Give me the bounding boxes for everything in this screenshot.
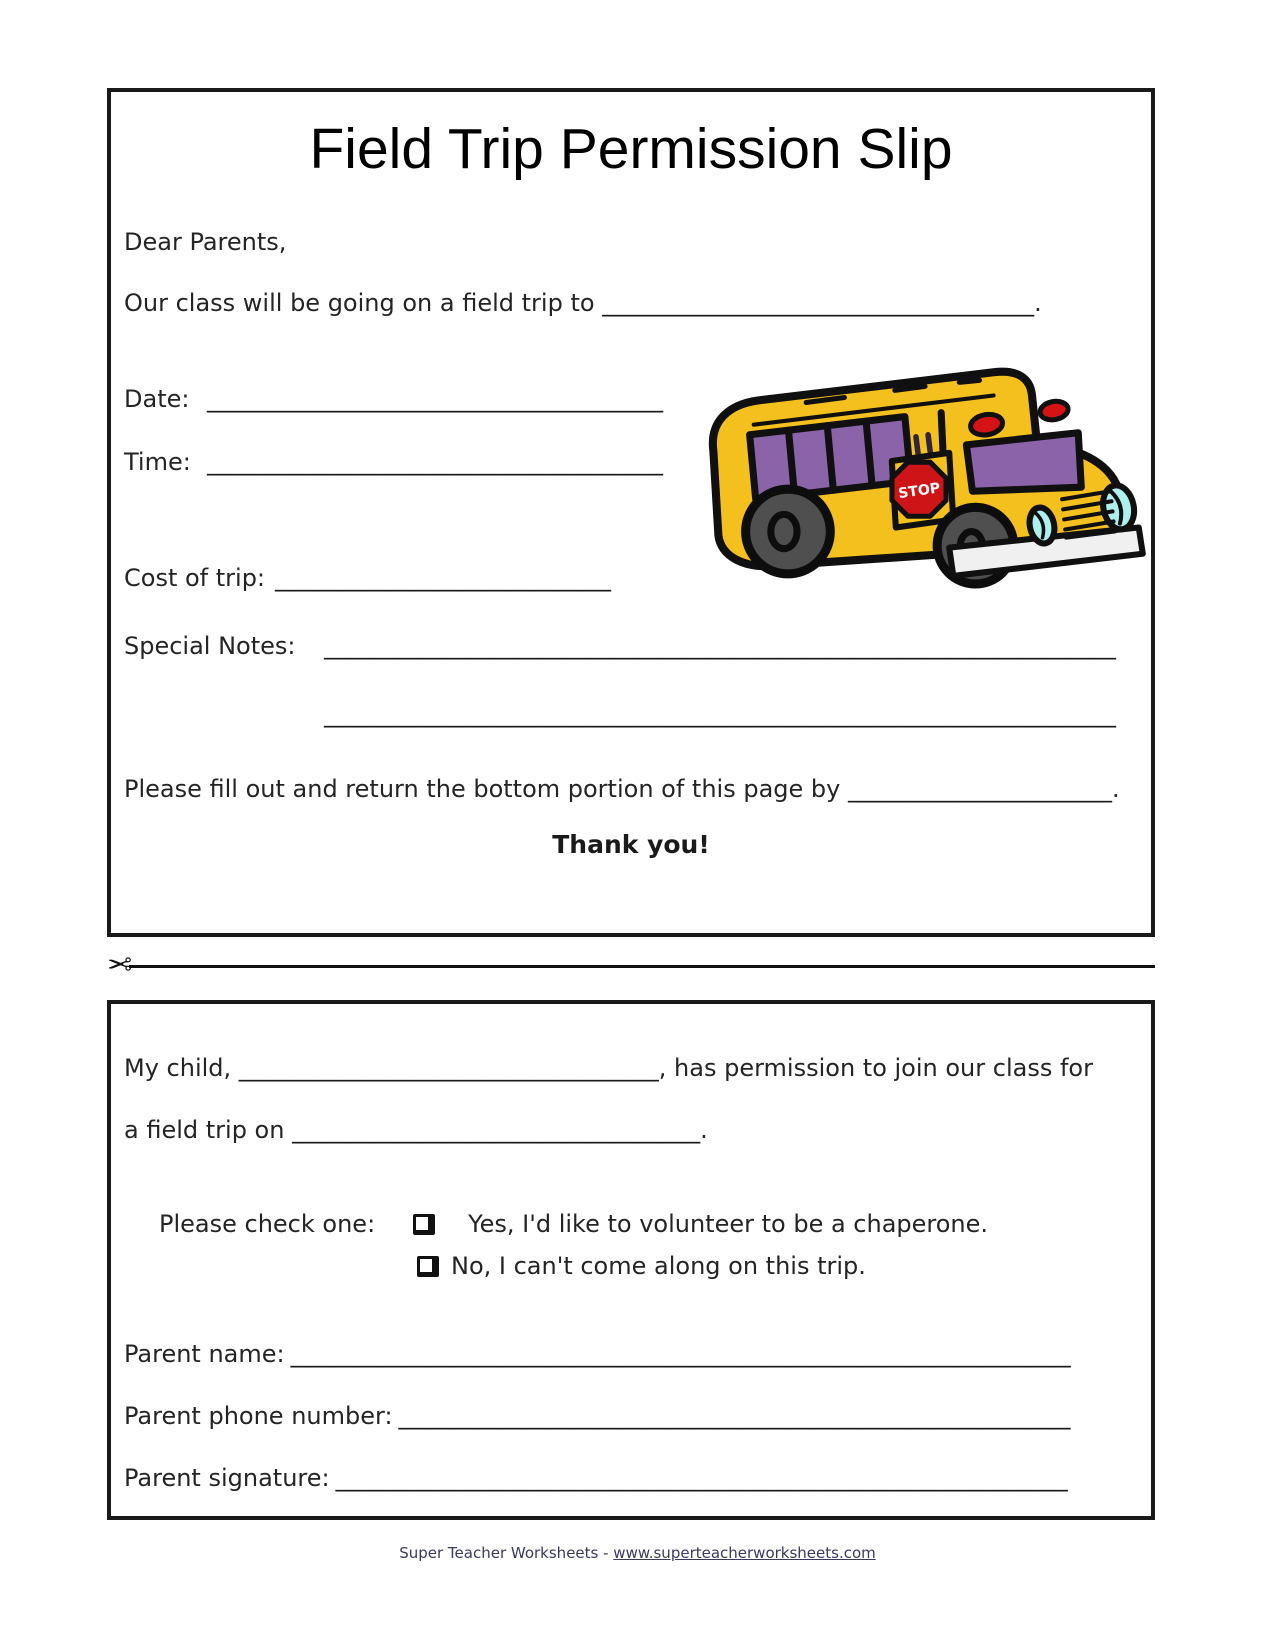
parent-signature-label: Parent signature: xyxy=(124,1464,330,1492)
time-label: Time: xyxy=(124,448,191,476)
parent-name-blank[interactable]: _________________________________________________________________ xyxy=(290,1340,1071,1368)
special-notes-blank-2[interactable]: __________________________________________________________________ xyxy=(324,700,1116,728)
cut-divider xyxy=(107,948,1155,984)
child-name-line xyxy=(124,1054,1093,1083)
return-instruction-line xyxy=(124,775,1120,804)
special-notes-line-2 xyxy=(324,700,1116,729)
trip-destination-label: Our class will be going on a field trip to xyxy=(124,289,603,317)
thank-you-text: Thank you! xyxy=(552,830,710,859)
parent-name-label: Parent name: xyxy=(124,1340,285,1368)
greeting-text: Dear Parents, xyxy=(124,228,287,256)
option-no-row xyxy=(417,1252,866,1281)
cut-line xyxy=(129,965,1155,968)
trip-destination-blank[interactable]: ____________________________________ xyxy=(602,289,1035,317)
parent-signature-blank[interactable]: _____________________________________________________________ xyxy=(335,1464,1068,1492)
date-label: Date: xyxy=(124,385,190,413)
date-blank[interactable]: ______________________________________ xyxy=(207,385,663,413)
trip-date-blank[interactable]: __________________________________ xyxy=(292,1116,701,1144)
footer-credit xyxy=(0,1544,1275,1562)
trip-destination-line xyxy=(124,289,1042,318)
parent-phone-label: Parent phone number: xyxy=(124,1402,393,1430)
return-instruction-label: Please fill out and return the bottom portion of this page by xyxy=(124,775,848,803)
school-bus-illustration xyxy=(686,338,1152,590)
cost-field xyxy=(124,564,611,593)
bus-windshield xyxy=(966,433,1081,491)
bus-rear-wheel xyxy=(746,489,831,574)
trip-destination-period: . xyxy=(1034,289,1042,317)
permission-form-section xyxy=(107,88,1155,937)
date-field xyxy=(124,385,663,414)
trip-date-line xyxy=(124,1116,708,1145)
option-yes-label: Yes, I'd like to volunteer to be a chaperone. xyxy=(468,1210,989,1238)
cost-label: Cost of trip: xyxy=(124,564,266,592)
option-yes-row xyxy=(159,1210,988,1239)
child-name-suffix: , has permission to join our class for xyxy=(658,1054,1093,1082)
cost-blank[interactable]: ____________________________ xyxy=(275,564,612,592)
footer-link[interactable]: www.superteacherworksheets.com xyxy=(613,1544,876,1562)
stop-sign-text: STOP xyxy=(897,480,942,503)
return-by-blank[interactable]: ______________________ xyxy=(847,775,1112,803)
trip-date-prefix: a field trip on xyxy=(124,1116,293,1144)
child-name-prefix: My child, xyxy=(124,1054,239,1082)
checkbox-no[interactable] xyxy=(417,1256,439,1277)
checkbox-yes[interactable] xyxy=(413,1214,435,1235)
page-title: Field Trip Permission Slip xyxy=(309,117,953,181)
parent-phone-blank[interactable]: ________________________________________________________ xyxy=(398,1402,1071,1430)
footer-source-text: Super Teacher Worksheets - xyxy=(399,1544,614,1562)
parent-signature-field xyxy=(124,1464,1068,1493)
scissors-icon: ✂ xyxy=(107,948,133,983)
return-instruction-period: . xyxy=(1111,775,1120,803)
special-notes-blank-1[interactable]: __________________________________________________________________ xyxy=(324,632,1116,660)
trip-date-suffix: . xyxy=(700,1116,708,1144)
time-blank[interactable]: ______________________________________ xyxy=(207,448,663,476)
special-notes-field xyxy=(124,632,1116,661)
option-no-label: No, I can't come along on this trip. xyxy=(451,1252,866,1280)
time-field xyxy=(124,448,663,477)
check-prompt-label: Please check one: xyxy=(159,1210,376,1238)
parent-name-field xyxy=(124,1340,1071,1369)
special-notes-label: Special Notes: xyxy=(124,632,296,660)
parent-phone-field xyxy=(124,1402,1071,1431)
child-name-blank[interactable]: ___________________________________ xyxy=(238,1054,659,1082)
reply-slip-section xyxy=(107,1000,1155,1520)
